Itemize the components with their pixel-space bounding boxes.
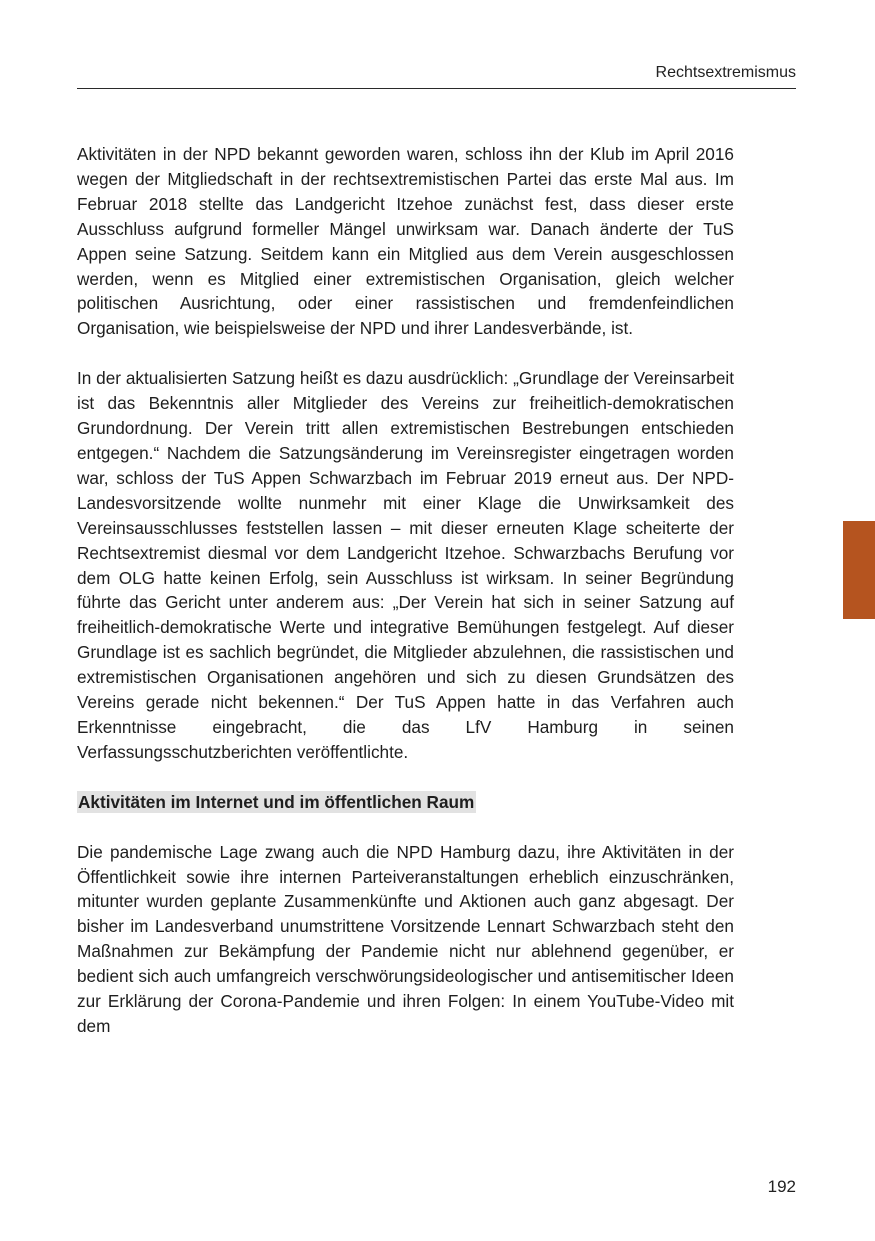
body-paragraph-3: Die pandemische Lage zwang auch die NPD Hamburg dazu, ihre Aktivitäten in der Öffentlichkeit sowie ihre internen Parteiveranstaltungen erheblich einzuschränken, mitunter wurden geplante Zusammenkünfte und Aktionen auch ganz abgesagt. Der bisher im Landesverband unumstrittene Vorsitzende Lennart Schwarzbach steht den Maßnahmen zur Bekämpfung der Pandemie nicht nur ablehnend gegenüber, er bedient sich auch umfangreich verschwörungsideologischer und antisemitischer Ideen zur Erklärung der Corona-Pandemie und ihren Folgen: In einem YouTube-Video mit dem xyxy=(77,841,734,1036)
header-divider xyxy=(77,88,796,89)
paragraph-spacer xyxy=(77,765,734,790)
section-subheading xyxy=(77,790,734,815)
running-header: Rechtsextremismus xyxy=(655,64,796,81)
paragraph-spacer xyxy=(77,341,734,366)
page-number: 192 xyxy=(767,1177,796,1196)
chapter-side-tab xyxy=(843,521,875,619)
subheading-text: Aktivitäten im Internet und im öffentlichen Raum xyxy=(78,791,475,812)
body-paragraph-1: Aktivitäten in der NPD bekannt geworden waren, schloss ihn der Klub im April 2016 wegen der Mitgliedschaft in der rechtsextremistischen Partei das erste Mal aus. Im Februar 2018 stellte das Landgericht Itzehoe zunächst fest, dass dieser erste Ausschluss aufgrund formeller Mängel unwirksam war. Danach änderte der TuS Appen seine Satzung. Seitdem kann ein Mitglied aus dem Verein ausgeschlossen werden, wenn es Mitglied einer extremistischen Organisation, gleich welcher politischen Ausrichtung, oder einer rassistischen und fremdenfeindlichen Organisation, wie beispielsweise der NPD und ihrer Landesverbände, ist. xyxy=(77,144,734,339)
page-body xyxy=(77,142,734,1039)
paragraph-spacer xyxy=(77,815,734,840)
body-paragraph-2: In der aktualisierten Satzung heißt es dazu ausdrücklich: „Grundlage der Vereinsarbeit ist das Bekenntnis aller Mitglieder des Vereins zur freiheitlich-demokratischen Grundordnung. Der Verein tritt allen extremistischen Bestrebungen entschieden entgegen.“ Nachdem die Satzungsänderung im Vereinsregister eingetragen worden war, schloss der TuS Appen Schwarzbach im Februar 2019 erneut aus. Der NPD-Landesvorsitzende wollte nunmehr mit einer Klage die Unwirksamkeit des Vereinsausschlusses feststellen lassen – mit dieser erneuten Klage scheiterte der Rechtsextremist diesmal vor dem Landgericht Itzehoe. Schwarzbachs Berufung vor dem OLG hatte keinen Erfolg, sein Ausschluss ist wirksam. In seiner Begründung führte das Gericht unter anderem aus: „Der Verein hat sich in seiner Satzung auf freiheitlich-demokratische Werte und integrative Bemühungen festgelegt. Auf dieser Grundlage ist es sachlich begründet, die Mitglieder abzulehnen, die rassistischen und extremistischen Organisationen angehören und sich zu diesen Grundsätzen des Vereins gerade nicht bekennen.“ Der TuS Appen hatte in das Verfahren auch Erkenntnisse eingebracht, die das LfV Hamburg in seinen Verfassungsschutzberichten veröffentlichte. xyxy=(77,368,734,762)
